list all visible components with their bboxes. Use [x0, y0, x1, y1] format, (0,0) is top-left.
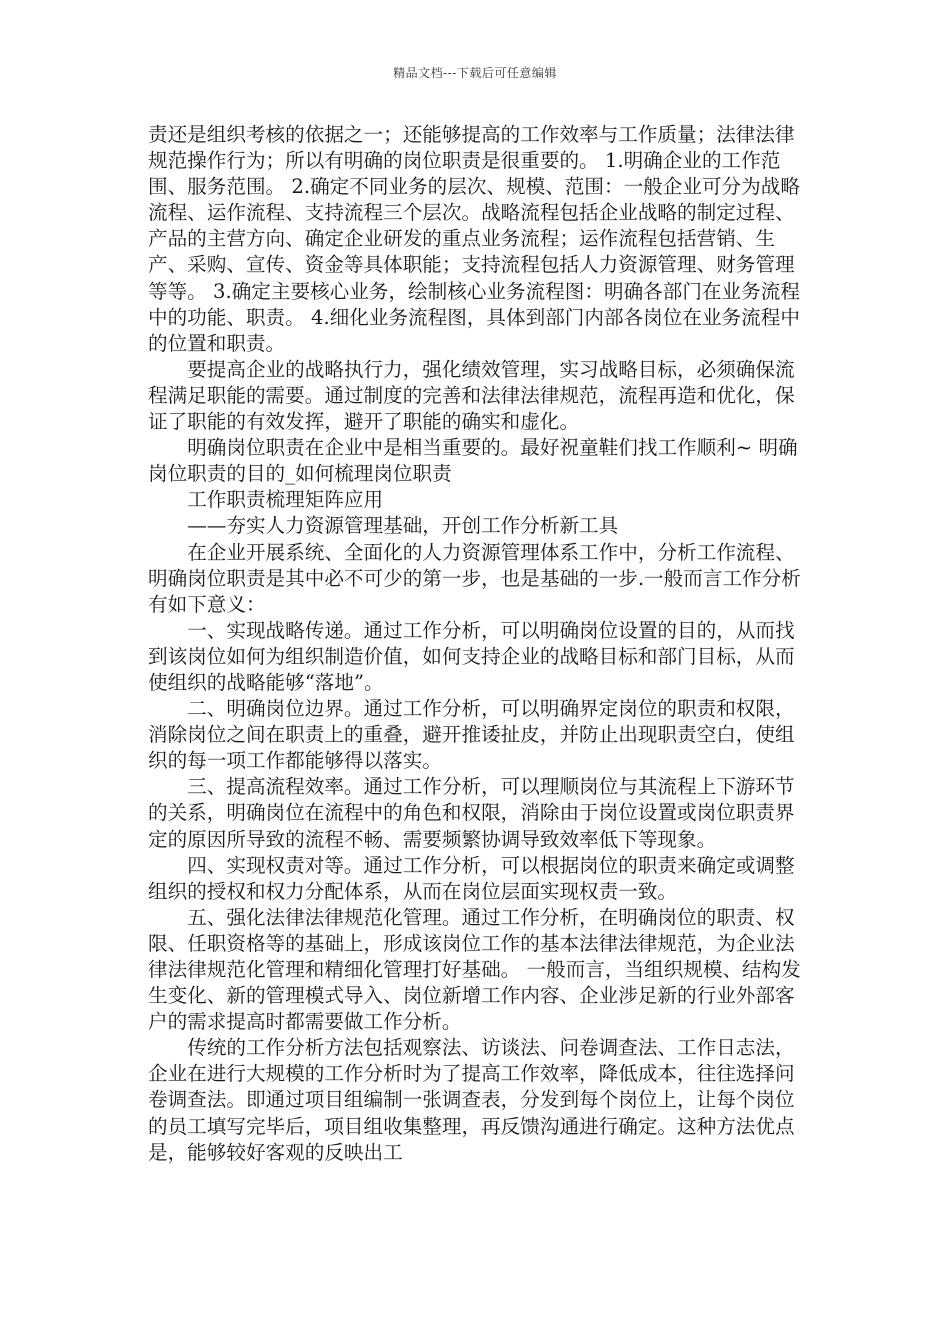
paragraph: 责还是组织考核的依据之一；还能够提高的工作效率与工作质量；法律法律规范操作行为；所以有明确的岗位职责是很重要的。 1.明确企业的工作范围、服务范围。 2.确定不同业务的层次、规模、范围：一般企业可分为战略流程、运作流程、支持流程三个层次。战略流程包括企业战略的制定过程、产品的主营方向、确定企业研发的重点业务流程；运作流程包括营销、生产、采购、宣传、资金等具体职能；支持流程包括人力资源管理、财务管理等等。 3.确定主要核心业务，绘制核心业务流程图：明确各部门在业务流程中的功能、职责。 4.细化业务流程图，具体到部门内部各岗位在业务流程中的位置和职责。: [148, 123, 800, 355]
paragraph: 二、明确岗位边界。通过工作分析，可以明确界定岗位的职责和权限，消除岗位之间在职责上的重叠，避开推诿扯皮，并防止出现职责空白，使组织的每一项工作都能够得以落实。: [148, 697, 795, 773]
paragraph: 一、实现战略传递。通过工作分析，可以明确岗位设置的目的，从而找到该岗位如何为组织制造价值，如何支持企业的战略目标和部门目标，从而使组织的战略能够“落地”。: [148, 618, 795, 694]
paragraph: 五、强化法律法律规范化管理。通过工作分析，在明确岗位的职责、权限、任职资格等的基础上，形成该岗位工作的基本法律法律规范，为企业法律法律规范化管理和精细化管理打好基础。 一般而言，当组织规模、结构发生变化、新的管理模式导入、岗位新增工作内容、企业涉足新的行业外部客户的需求提高时都需要做工作分析。: [148, 905, 801, 1034]
page-header: 精品文档---下载后可任意编辑: [393, 66, 557, 80]
section-title: 工作职责梳理矩阵应用: [187, 488, 384, 512]
paragraph: 要提高企业的战略执行力，强化绩效管理，实习战略目标，必须确保流程满足职能的需要。通过制度的完善和法律法律规范，流程再造和优化，保证了职能的有效发挥，避开了职能的确实和虚化。: [148, 357, 795, 434]
paragraph: 在企业开展系统、全面化的人力资源管理体系工作中，分析工作流程、明确岗位职责是其中必不可少的第一步，也是基础的一步.一般而言工作分析有如下意义：: [148, 540, 801, 616]
paragraph: 明确岗位职责在企业中是相当重要的。最好祝童鞋们找工作顺利~ 明确岗位职责的目的_如何梳理岗位职责: [148, 436, 798, 486]
document-body: [148, 122, 808, 1166]
paragraph: 三、提高流程效率。通过工作分析，可以理顺岗位与其流程上下游环节的关系，明确岗位在流程中的角色和权限，消除由于岗位设置或岗位职责界定的原因所导致的流程不畅、需要频繁协调导致效率低下等现象。: [148, 775, 795, 851]
paragraph: 传统的工作分析方法包括观察法、访谈法、问卷调查法、工作日志法，企业在进行大规模的工作分析时为了提高工作效率，降低成本，往往选择问卷调查法。即通过项目组编制一张调查表，分发到每个岗位上，让每个岗位的员工填写完毕后，项目组收集整理，再反馈沟通进行确定。这种方法优点是，能够较好客观的反映出工: [148, 1036, 795, 1164]
paragraph: 四、实现权责对等。通过工作分析，可以根据岗位的职责来确定或调整组织的授权和权力分配体系，从而在岗位层面实现权责一致。: [148, 853, 795, 903]
section-subtitle: ——夯实人力资源管理基础，开创工作分析新工具: [187, 514, 619, 538]
